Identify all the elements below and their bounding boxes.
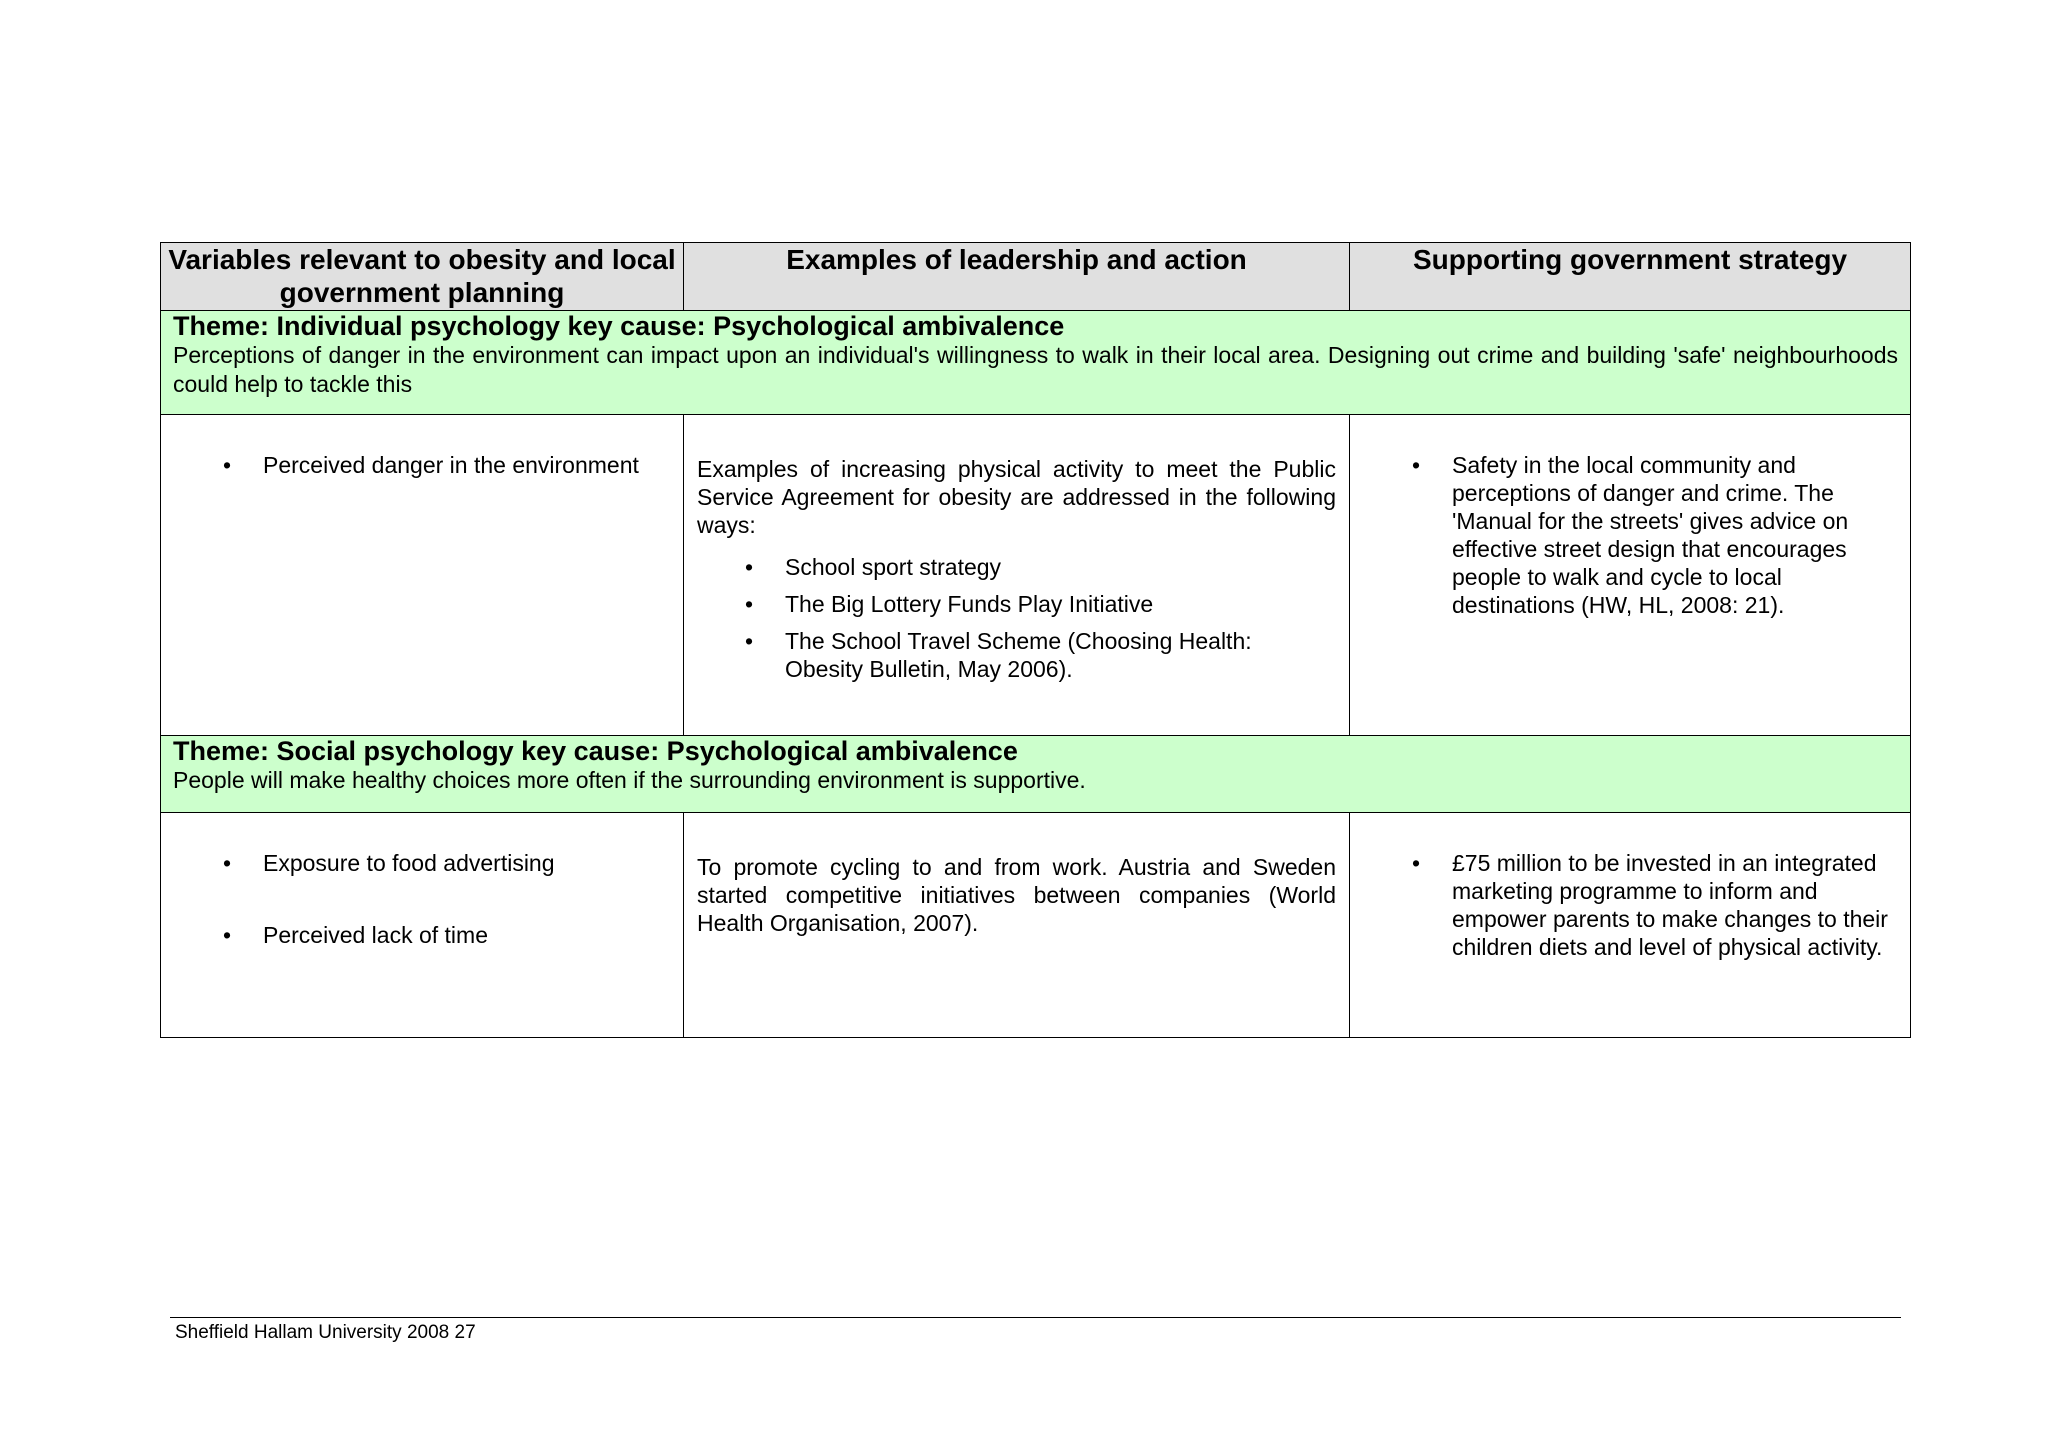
strategy-cell xyxy=(1350,813,1911,1038)
theme-cell-individual xyxy=(161,311,1911,415)
examples-cell xyxy=(684,415,1350,736)
examples-intro: To promote cycling to and from work. Austria and Sweden started competitive initiatives between companies (World Health Organisation, 2007). xyxy=(697,854,1336,936)
variables-cell xyxy=(161,813,684,1038)
list-item: • £75 million to be invested in an integrated marketing programme to inform and empower parents to make changes to their children diets and level of physical activity. xyxy=(1452,849,1890,961)
obesity-planning-table xyxy=(160,242,1911,1038)
variables-list xyxy=(161,813,683,949)
list-item: • School sport strategy xyxy=(785,553,1319,581)
footer-divider xyxy=(170,1317,1901,1318)
strategy-list xyxy=(1350,415,1910,619)
content-row-social xyxy=(161,813,1911,1038)
theme-description: People will make healthy choices more often if the surrounding environment is supportive. xyxy=(173,767,1086,793)
theme-cell-social xyxy=(161,736,1911,813)
strategy-cell xyxy=(1350,415,1911,736)
theme-row-social xyxy=(161,736,1911,813)
list-item: • The Big Lottery Funds Play Initiative xyxy=(785,590,1319,618)
examples-cell xyxy=(684,813,1350,1038)
header-examples: Examples of leadership and action xyxy=(684,243,1350,311)
variables-list xyxy=(161,415,683,479)
list-item: • The School Travel Scheme (Choosing Health: Obesity Bulletin, May 2006). xyxy=(785,627,1319,683)
list-item: • Perceived danger in the environment xyxy=(263,451,683,479)
examples-list xyxy=(684,539,1349,683)
theme-title: Theme: Individual psychology key cause: Psychological ambivalence xyxy=(173,311,1065,341)
page-footer: Sheffield Hallam University 2008 27 xyxy=(175,1322,476,1343)
theme-description: Perceptions of danger in the environment can impact upon an individual's willingness to walk in their local area. Designing out crime and building 'safe' neighbourhoods could help to tackle this xyxy=(173,342,1898,397)
list-item: • Exposure to food advertising xyxy=(263,849,683,877)
list-item: • Perceived lack of time xyxy=(263,921,683,949)
examples-intro: Examples of increasing physical activity to meet the Public Service Agreement for obesity are addressed in the following ways: xyxy=(697,456,1336,538)
theme-title: Theme: Social psychology key cause: Psychological ambivalence xyxy=(173,736,1018,766)
list-item: • Safety in the local community and perceptions of danger and crime. The 'Manual for the streets' gives advice on effective street design that encourages people to walk and cycle to local destinations (HW, HL, 2008: 21). xyxy=(1452,451,1890,619)
theme-row-individual xyxy=(161,311,1911,415)
strategy-list xyxy=(1350,813,1910,961)
table-header-row xyxy=(161,243,1911,311)
content-row-individual xyxy=(161,415,1911,736)
variables-cell xyxy=(161,415,684,736)
header-variables: Variables relevant to obesity and local government planning xyxy=(161,243,684,311)
header-strategy: Supporting government strategy xyxy=(1350,243,1911,311)
